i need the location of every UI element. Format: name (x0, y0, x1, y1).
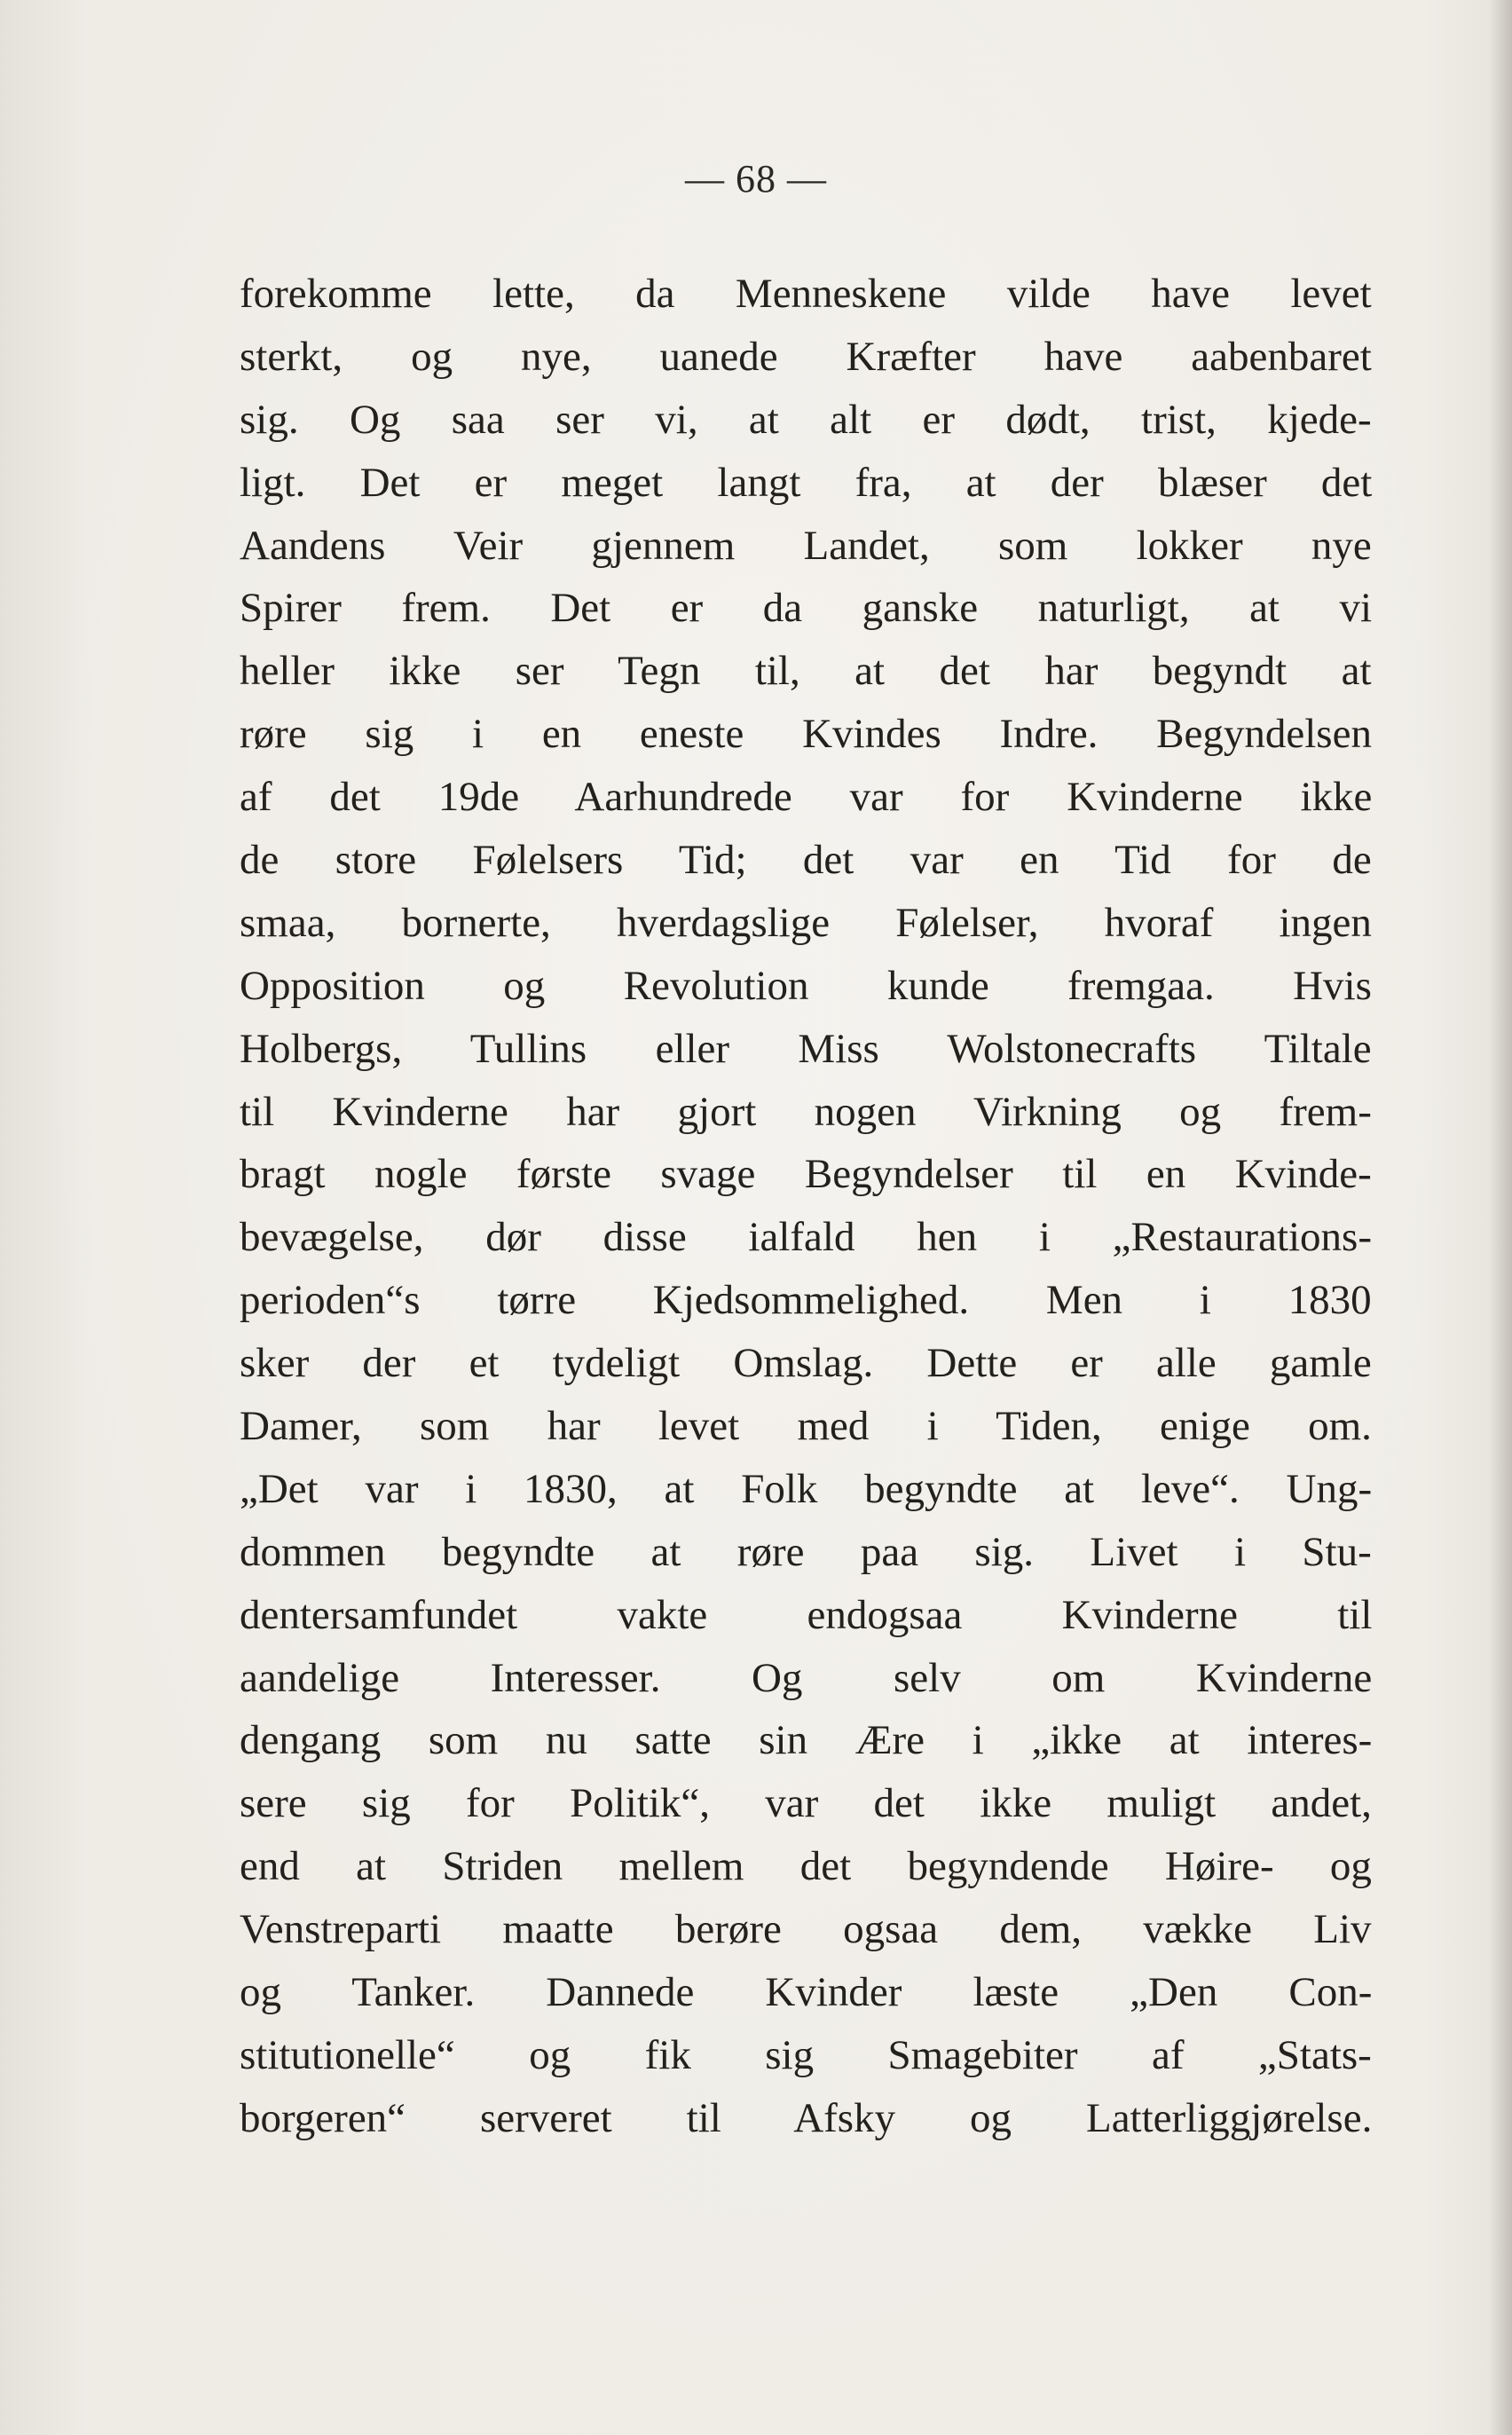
page-edge-shadow (1489, 0, 1512, 2435)
text-line: heller ikke ser Tegn til, at det har begyndt at (240, 648, 1372, 695)
text-line: dentersamfundet vakte endogsaa Kvinderne til (240, 1591, 1373, 1638)
text-line: sker der et tydeligt Omslag. Dette er alle gamle (240, 1340, 1372, 1387)
text-line: Spirer frem. Det er da ganske naturligt, at vi (240, 585, 1373, 632)
text-line: sig. Og saa ser vi, at alt er dødt, trist, kjede- (240, 396, 1372, 443)
text-line: end at Striden mellem det begyndende Høire- og (240, 1843, 1372, 1890)
text-line: stitutionelle“ og fik sig Smagebiter af „Stats- (240, 2031, 1372, 2078)
text-line: af det 19de Aarhundrede var for Kvinderne ikke (240, 774, 1373, 821)
text-line: til Kvinderne har gjort nogen Virkning og frem- (240, 1088, 1372, 1135)
text-line: perioden“s tørre Kjedsommelighed. Men i 1830 (240, 1277, 1372, 1324)
text-line: forekomme lette, da Menneskene vilde have levet (240, 271, 1372, 317)
text-line: de store Følelsers Tid; det var en Tid for de (240, 837, 1372, 884)
text-line: smaa, bornerte, hverdagslige Følelser, hvoraf ingen (240, 899, 1372, 946)
page-number: — 68 — (685, 157, 827, 201)
text-line: røre sig i en eneste Kvindes Indre. Begyndelsen (240, 711, 1372, 758)
body-text (240, 263, 1372, 2150)
text-line: bragt nogle første svage Begyndelser til en Kvinde- (240, 1151, 1372, 1198)
text-line: „Det var i 1830, at Folk begyndte at leve“. Ung- (240, 1465, 1373, 1512)
text-line: sterkt, og nye, uanede Kræfter have aabenbaret (240, 333, 1372, 380)
text-line: Opposition og Revolution kunde fremgaa. Hvis (240, 962, 1372, 1009)
text-line: aandelige Interesser. Og selv om Kvinderne (240, 1654, 1373, 1701)
text-line: Aandens Veir gjennem Landet, som lokker nye (240, 522, 1372, 569)
text-line: borgeren“ serveret til Afsky og Latterliggjørelse. (240, 2094, 1373, 2141)
text-line: dengang som nu satte sin Ære i „ikke at interes- (240, 1717, 1373, 1764)
text-line: dommen begyndte at røre paa sig. Livet i Stu- (240, 1528, 1372, 1575)
text-line: bevægelse, dør disse ialfald hen i „Restaurations- (240, 1214, 1372, 1261)
text-line: Venstreparti maatte berøre ogsaa dem, vække Liv (240, 1906, 1372, 1953)
text-line: Holbergs, Tullins eller Miss Wolstonecrafts Tiltale (240, 1025, 1372, 1072)
text-line: sere sig for Politik“, var det ikke muligt andet, (240, 1780, 1372, 1827)
text-line: ligt. Det er meget langt fra, at der blæser det (240, 459, 1373, 506)
text-line: Damer, som har levet med i Tiden, enige om. (240, 1403, 1372, 1450)
text-line: og Tanker. Dannede Kvinder læste „Den Con- (240, 1969, 1373, 2016)
